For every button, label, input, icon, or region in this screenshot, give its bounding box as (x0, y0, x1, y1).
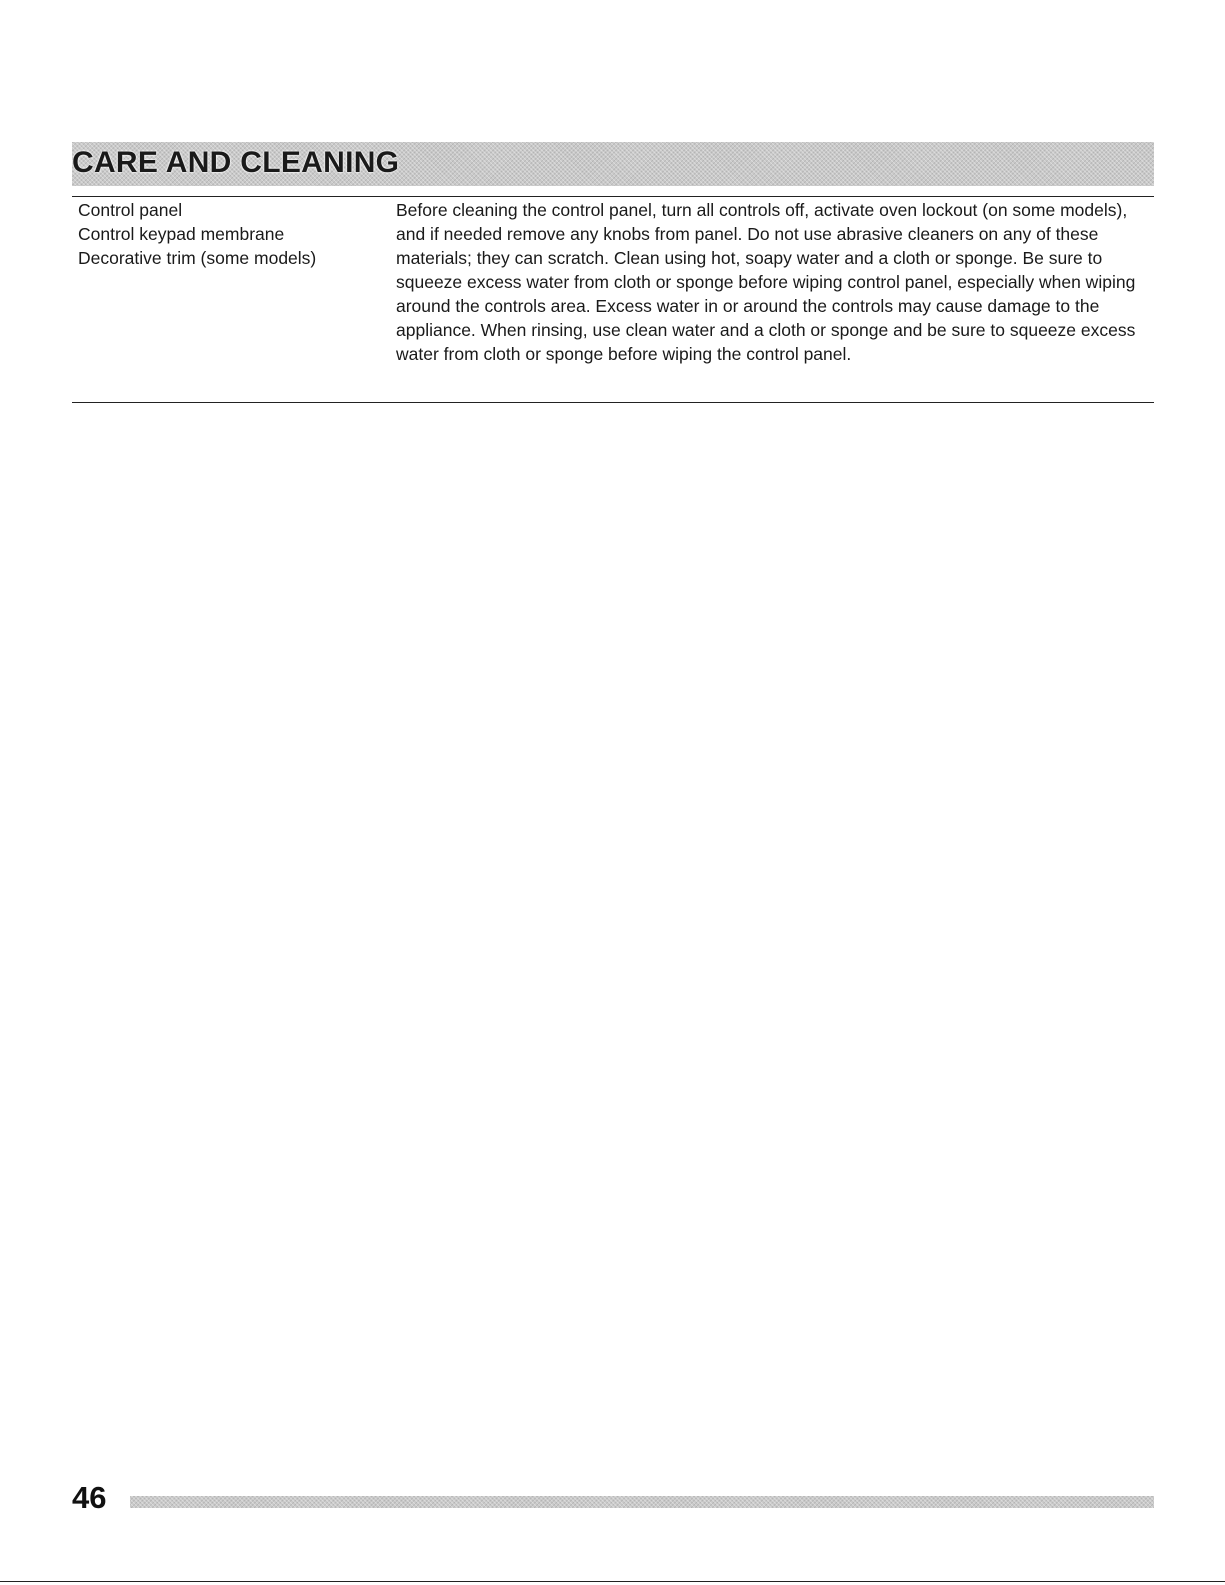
page-number: 46 (72, 1480, 107, 1515)
table-bottom-rule (72, 402, 1154, 403)
item-control-keypad-membrane: Control keypad membrane (78, 224, 285, 244)
item-decorative-trim: Decorative trim (some models) (78, 248, 317, 268)
section-title: CARE AND CLEANING (72, 146, 400, 179)
section-header-bar (72, 142, 1154, 186)
items-column (78, 198, 388, 270)
table-top-rule (72, 196, 1154, 197)
page-bottom-edge (0, 1581, 1225, 1582)
item-control-panel: Control panel (78, 200, 183, 220)
cleaning-instructions: Before cleaning the control panel, turn all controls off, activate oven lockout (on some models), and if needed remove any knobs from panel. Do not use abrasive cleaners on any of these materials; they can scratch. Clean using hot, soapy water and a cloth or sponge. Be sure to squeeze excess water from cloth or sponge before wiping control panel, especially when wiping around the controls area. Excess water in or around the controls may cause damage to the appliance. When rinsing, use clean water and a cloth or sponge and be sure to squeeze excess water from cloth or sponge before wiping the control panel. (396, 200, 1136, 364)
footer-bar (130, 1496, 1154, 1508)
care-table (72, 198, 1154, 398)
